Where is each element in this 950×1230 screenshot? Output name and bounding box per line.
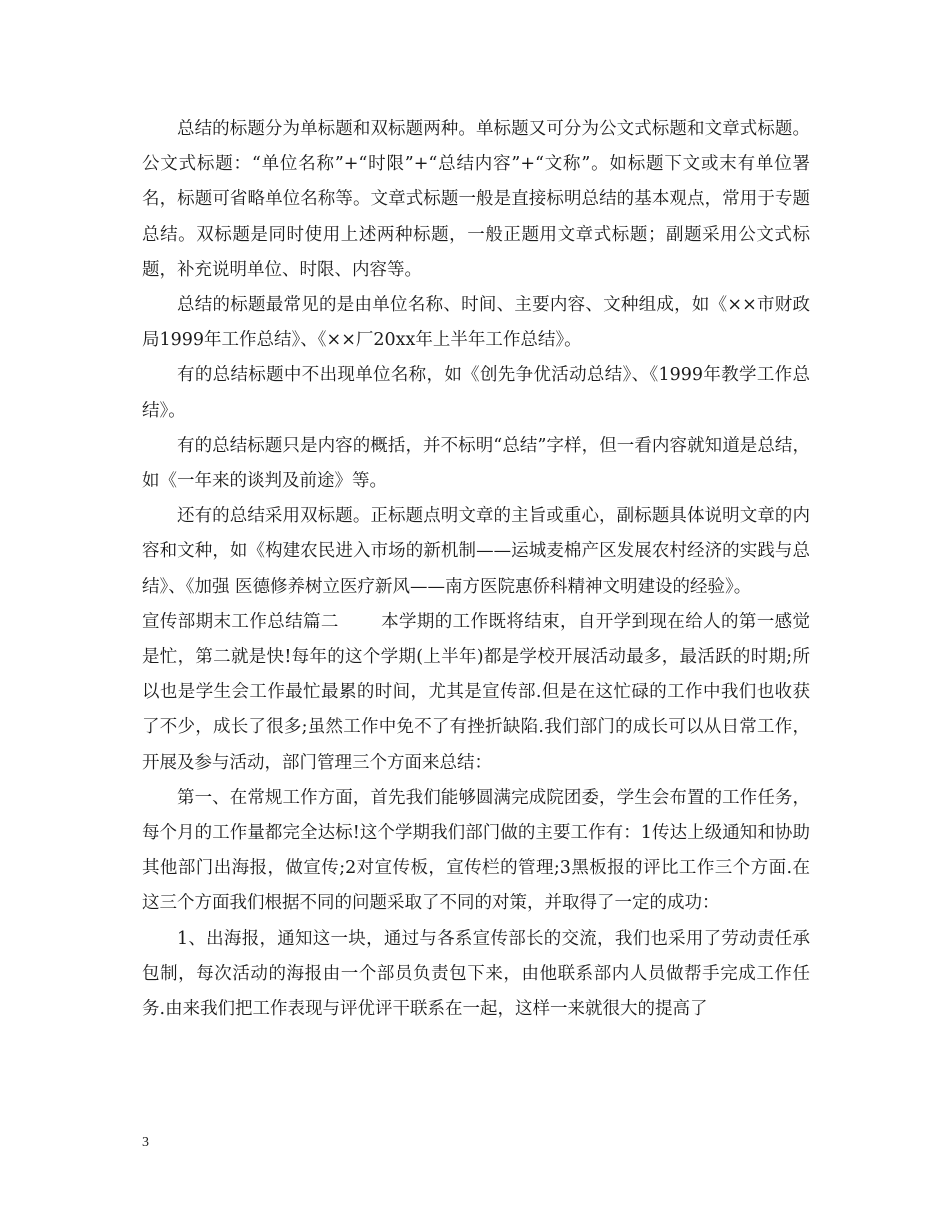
paragraph: 1、出海报，通知这一块，通过与各系宣传部长的交流，我们也采用了劳动责任承包制，每次活动的海报由一个部员负责包下来，由他联系部内人员做帮手完成工作任务.由来我们把工作表现与评优评干联系在一起，这样一来就很大的提高了 [142,928,810,1020]
paragraph: 还有的总结采用双标题。正标题点明文章的主旨或重心，副标题具体说明文章的内容和文种，如《构建农民进入市场的新机制——运城麦棉产区发展农村经济的实践与总结》、《加强 医德修养树立医疗新风——南方医院惠侨科精神文明建设的经验》。 [142,506,810,597]
page-number: 3 [142,1135,149,1150]
paragraph: 有的总结标题只是内容的概括，并不标明“总结”字样，但一看内容就知道是总结，如《一年来的谈判及前途》等。 [142,435,810,492]
paragraph: 第一、在常规工作方面，首先我们能够圆满完成院团委，学生会布置的工作任务，每个月的工作量都完全达标!这个学期我们部门做的主要工作有：1传达上级通知和协助其他部门出海报，做宣传;2对宣传板，宣传栏的管理;3黑板报的评比工作三个方面.在这三个方面我们根据不同的问题采取了不同的对策，并取得了一定的成功： [142,787,810,914]
section-heading: 宣传部期末工作总结篇二 [142,611,339,632]
paragraph: 有的总结标题中不出现单位名称，如《创先争优活动总结》、《1999年教学工作总结》。 [142,365,810,421]
document-body [142,112,810,1027]
section-paragraph [142,605,810,781]
paragraph: 总结的标题最常见的是由单位名称、时间、主要内容、文种组成，如《××市财政局1999年工作总结》、《××厂20xx年上半年工作总结》。 [142,295,810,351]
section-first-paragraph: 本学期的工作既将结束，自开学到现在给人的第一感觉是忙，第二就是快!每年的这个学期(上半年)都是学校开展活动最多，最活跃的时期;所以也是学生会工作最忙最累的时间，尤其是宣传部.但是在这忙碌的工作中我们也收获了不少，成长了很多;虽然工作中免不了有挫折缺陷.我们部门的成长可以从日常工作，开展及参与活动，部门管理三个方面来总结： [142,611,811,773]
paragraph: 总结的标题分为单标题和双标题两种。单标题又可分为公文式标题和文章式标题。公文式标题：“单位名称”+“时限”+“总结内容”+“文称”。如标题下文或末有单位署名，标题可省略单位名称等。文章式标题一般是直接标明总结的基本观点，常用于专题总结。双标题是同时使用上述两种标题，一般正题用文章式标题；副题采用公文式标题，补充说明单位、时限、内容等。 [142,119,810,280]
